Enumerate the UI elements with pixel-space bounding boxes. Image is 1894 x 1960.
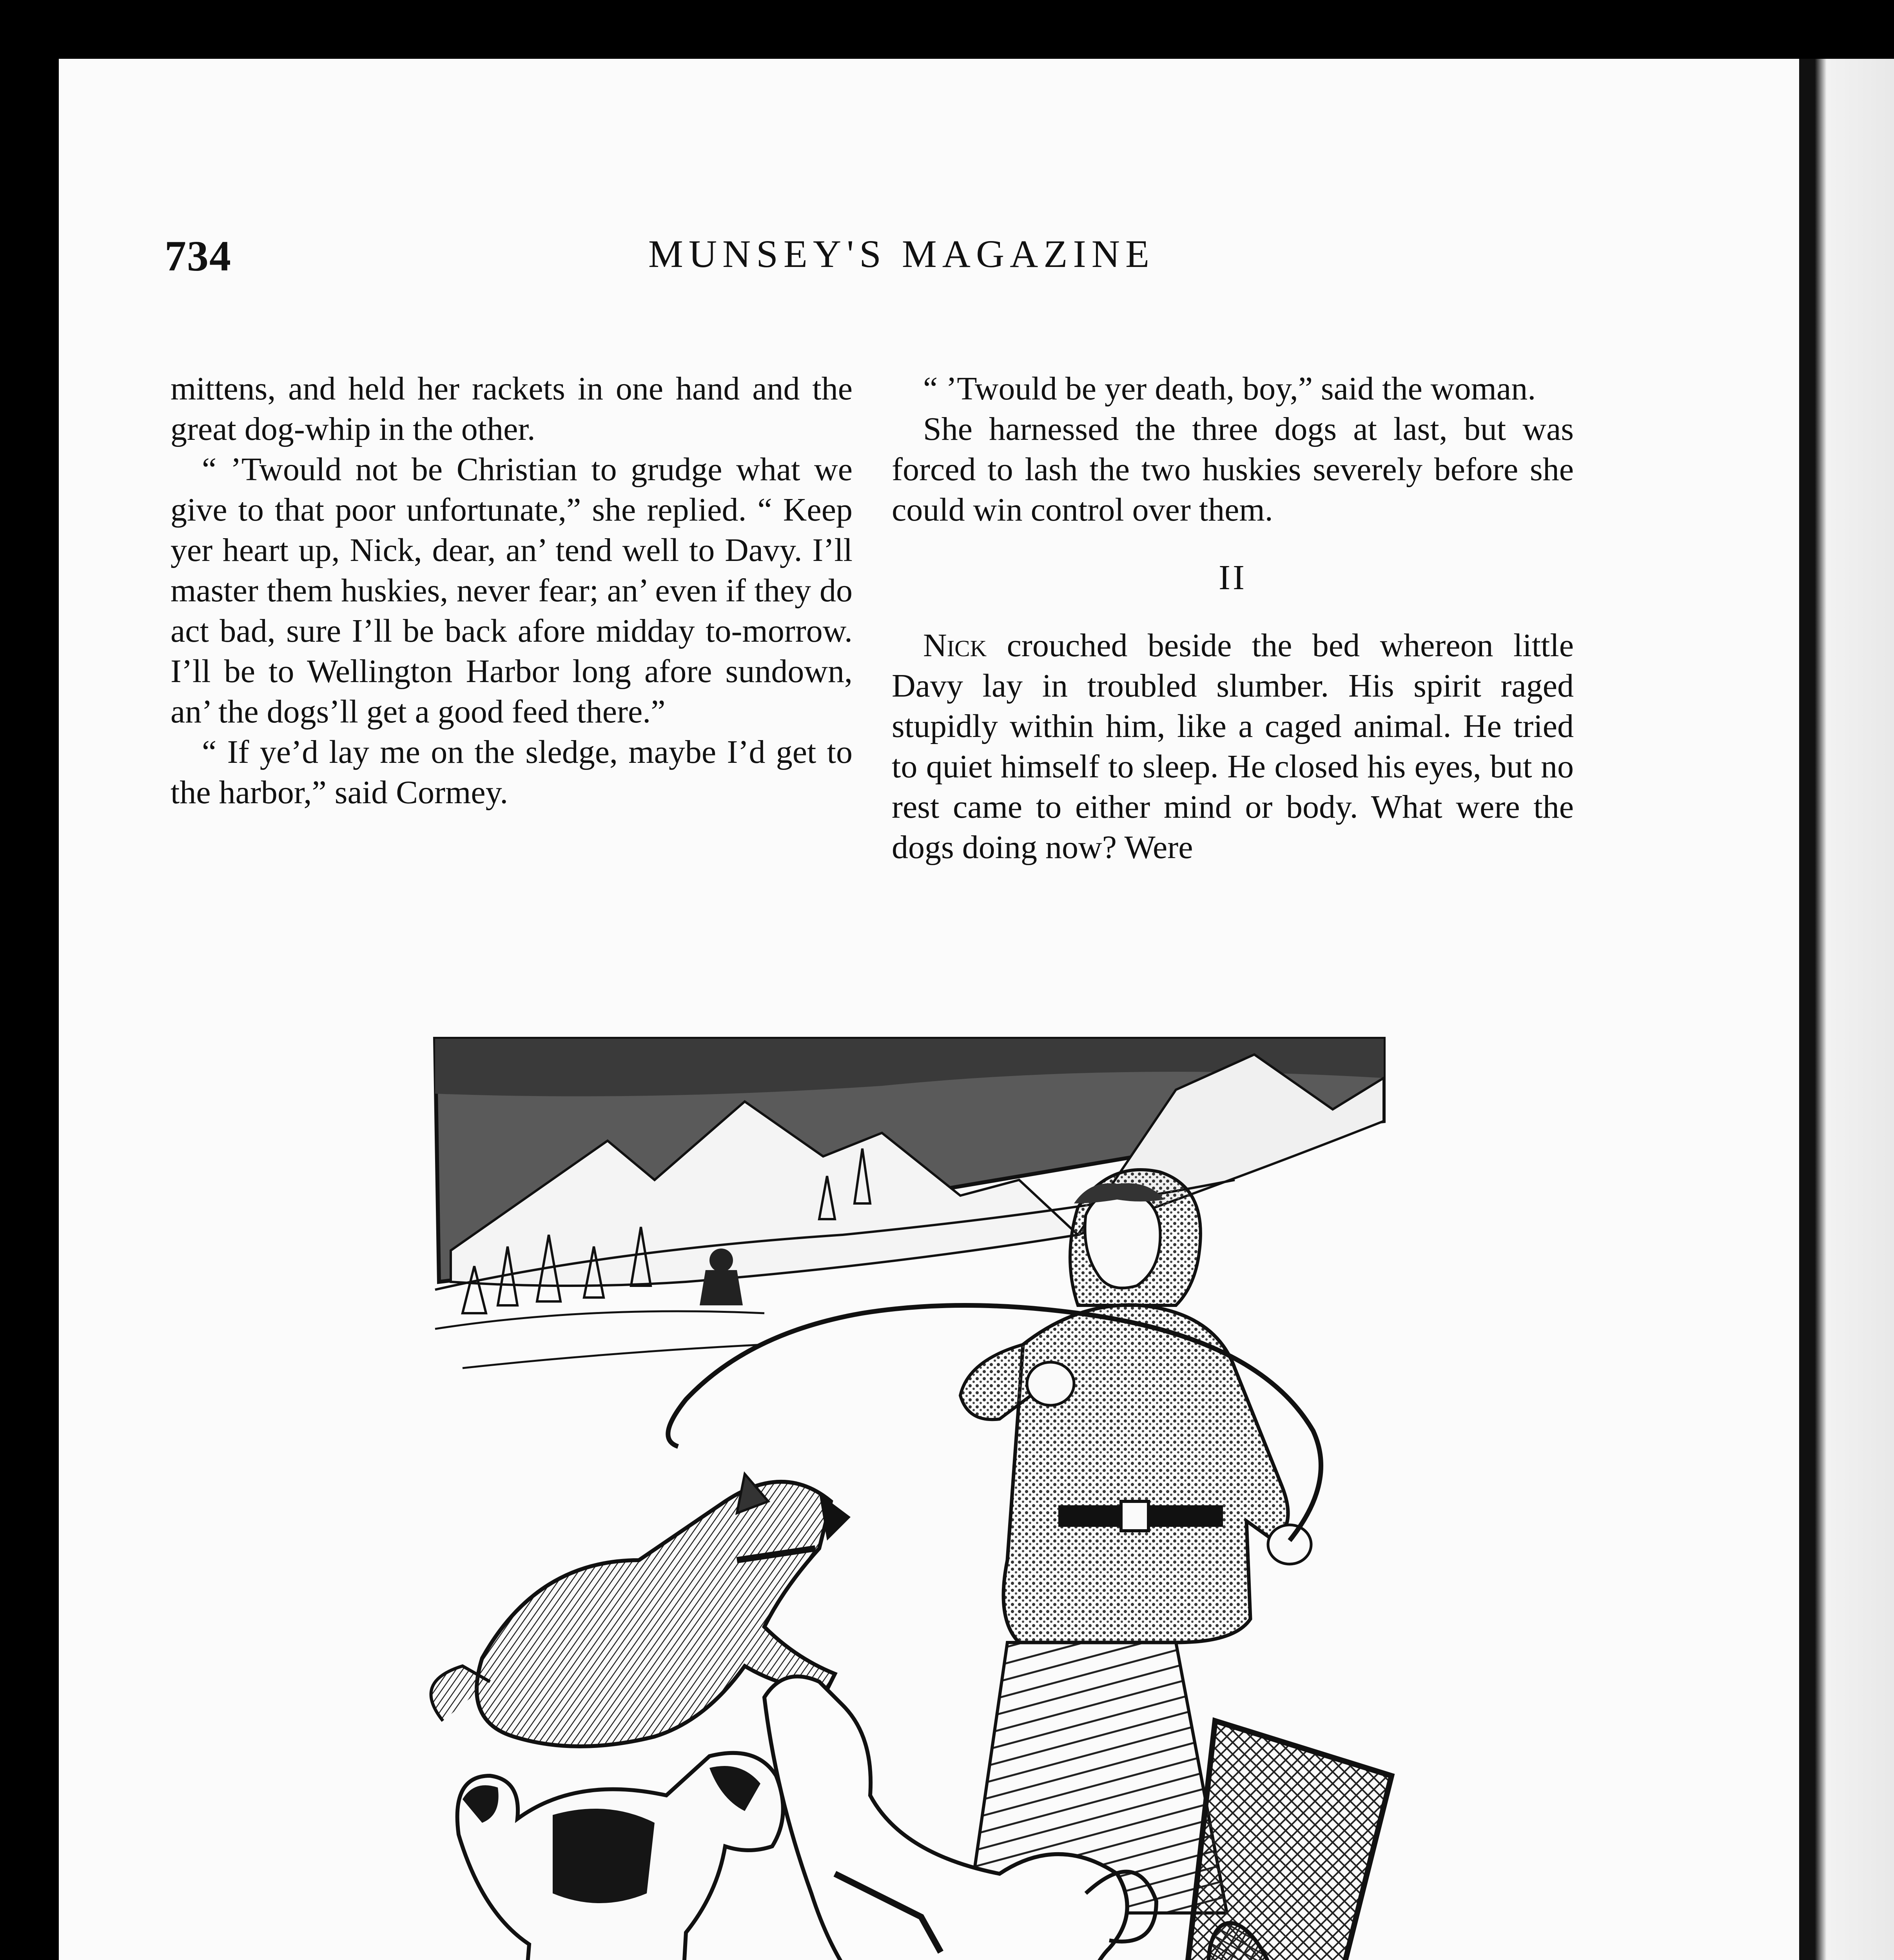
paragraph: mittens, and held her rackets in one hand and the great dog-whip in the other. <box>171 370 853 447</box>
left-text-column <box>171 368 853 813</box>
distant-figure-head <box>709 1249 733 1272</box>
section-text: crouched beside the bed whereon little Davy lay in troubled slumber. His spirit raged stupidly within him, like a caged animal. He tried to quiet himself to sleep. He closed his eyes, but no rest came to either mind or body. What were the dogs doing now? Were <box>892 627 1574 866</box>
paragraph: “ ’Twould not be Christian to grudge what we give to that poor unfortunate,” she replied. “ Keep yer heart up, Nick, dear, an’ tend well to Davy. I’ll master them huskies, never fear; an’ even if they do act bad, sure I’ll be back afore midday to-morrow. I’ll be to Wellington Harbor long afore sundown, an’ the dogs’ll get a good feed there.” <box>171 451 853 730</box>
paragraph: “ If ye’d lay me on the sledge, maybe I’d get to the harbor,” said Cormey. <box>171 734 853 811</box>
coat <box>1003 1305 1288 1642</box>
section-paragraph <box>892 625 1574 867</box>
fist <box>1027 1362 1074 1405</box>
page-number: 734 <box>165 232 232 280</box>
distant-figure-body <box>700 1270 743 1305</box>
illustration <box>333 1031 1529 1960</box>
right-text-column <box>892 368 1574 867</box>
husky-revolt-illustration <box>333 1031 1529 1960</box>
section-lead-word: Nick <box>923 627 987 664</box>
facing-page-edge <box>1799 59 1894 1960</box>
paragraph: She harnessed the three dogs at last, but was forced to lash the two huskies severely before she could win control over them. <box>892 411 1574 528</box>
mountain-vignette <box>435 1039 1384 1368</box>
section-numeral: II <box>1219 558 1247 597</box>
paragraph: “ ’Twould be yer death, boy,” said the woman. <box>923 370 1536 407</box>
black-white-dog <box>457 1753 783 1960</box>
magazine-page <box>59 59 1799 1960</box>
belt-buckle <box>1121 1501 1148 1531</box>
face <box>1085 1191 1160 1288</box>
running-title: MUNSEY'S MAGAZINE <box>648 232 1155 276</box>
whip-hand <box>1268 1525 1311 1564</box>
page-header <box>165 231 1638 302</box>
